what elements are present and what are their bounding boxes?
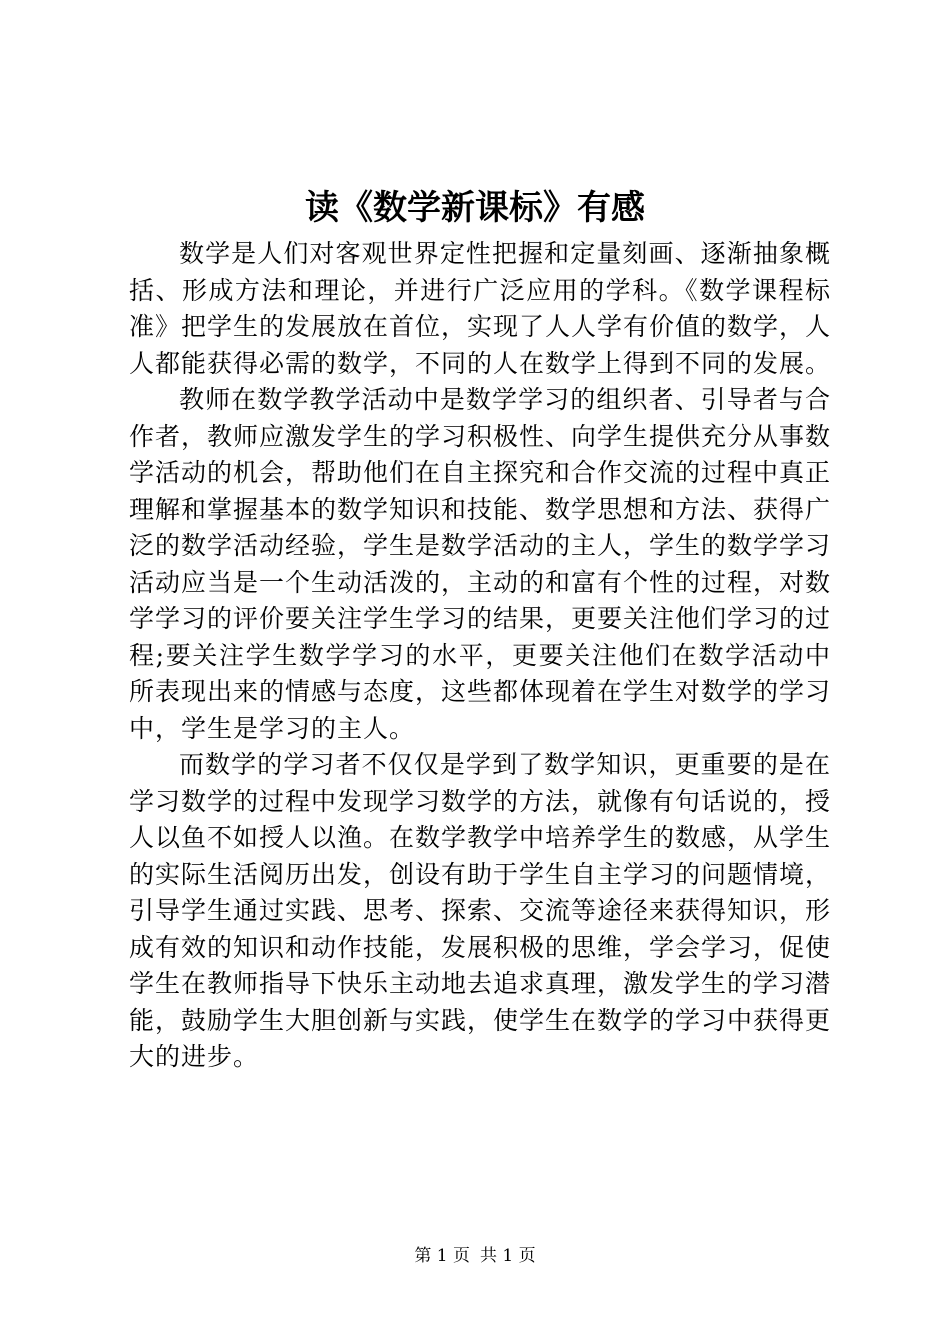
document-body [129,236,831,1076]
page-number: 第 1 页 [414,1246,470,1266]
page-footer [0,1244,950,1268]
document-title: 读《数学新课标》有感 [305,188,645,228]
paragraph-3: 而数学的学习者不仅仅是学到了数学知识，更重要的是在学习数学的过程中发现学习数学的方法，就像有句话说的，授人以鱼不如授人以渔。在数学教学中培养学生的数感，从学生的实际生活阅历出发，创设有助于学生自主学习的问题情境，引导学生通过实践、思考、探索、交流等途径来获得知识，形成有效的知识和动作技能，发展积极的思维，学会学习，促使学生在教师指导下快乐主动地去追求真理，激发学生的学习潜能，鼓励学生大胆创新与实践，使学生在数学的学习中获得更大的进步。 [129,750,832,1071]
paragraph-1: 数学是人们对客观世界定性把握和定量刻画、逐渐抽象概括、形成方法和理论，并进行广泛应用的学科。《数学课程标准》把学生的发展放在首位，实现了人人学有价值的数学，人人都能获得必需的数学，不同的人在数学上得到不同的发展。 [129,239,832,378]
paragraph-2: 教师在数学教学活动中是数学学习的组织者、引导者与合作者，教师应激发学生的学习积极性、向学生提供充分从事数学活动的机会，帮助他们在自主探究和合作交流的过程中真正理解和掌握基本的数学知识和技能、数学思想和方法、获得广泛的数学活动经验，学生是数学活动的主人，学生的数学学习活动应当是一个生动活泼的，主动的和富有个性的过程，对数学学习的评价要关注学生学习的结果，更要关注他们学习的过程;要关注学生数学学习的水平，更要关注他们在数学活动中所表现出来的情感与态度，这些都体现着在学生对数学的学习中，学生是学习的主人。 [129,385,832,743]
page-total: 共 1 页 [480,1246,536,1266]
